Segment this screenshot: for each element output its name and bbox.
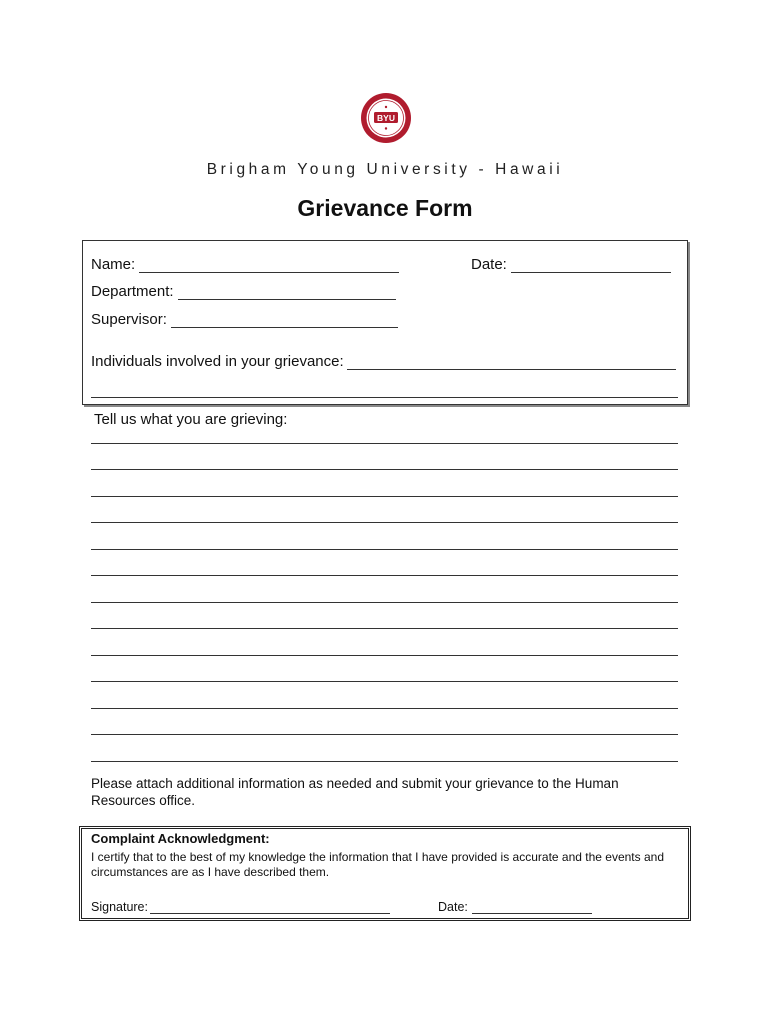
department-field[interactable] (178, 299, 396, 300)
signature-field[interactable] (150, 913, 390, 914)
supervisor-label: Supervisor: (91, 311, 167, 328)
grievance-line[interactable] (91, 628, 678, 629)
submission-note: Please attach additional information as needed and submit your grievance to the Human Resources office. (91, 776, 619, 808)
grievance-line[interactable] (91, 443, 678, 444)
university-name: Brigham Young University - Hawaii (206, 161, 564, 178)
individuals-field[interactable] (347, 369, 676, 370)
individuals-label: Individuals involved in your grievance: (91, 353, 344, 370)
signature-label: Signature: (91, 900, 148, 914)
grievance-line[interactable] (91, 549, 678, 550)
name-field[interactable] (139, 272, 399, 273)
grievance-line[interactable] (91, 655, 678, 656)
acknowledgment-title: Complaint Acknowledgment: (91, 831, 270, 846)
grievance-line[interactable] (91, 602, 678, 603)
grievance-line[interactable] (91, 575, 678, 576)
grievance-line[interactable] (91, 496, 678, 497)
grievance-line[interactable] (91, 469, 678, 470)
grievance-line[interactable] (91, 734, 678, 735)
grievance-line[interactable] (91, 522, 678, 523)
ack-date-label: Date: (438, 900, 468, 914)
date-label: Date: (471, 256, 507, 273)
date-field[interactable] (511, 272, 671, 273)
logo-text: BYU (377, 113, 395, 123)
grievance-line[interactable] (91, 708, 678, 709)
grievance-line[interactable] (91, 681, 678, 682)
individuals-field-line-2[interactable] (91, 397, 678, 398)
page-title: Grievance Form (297, 195, 473, 221)
department-label: Department: (91, 283, 174, 300)
name-label: Name: (91, 256, 136, 273)
info-box (82, 240, 688, 405)
supervisor-field[interactable] (171, 327, 398, 328)
acknowledgment-text: I certify that to the best of my knowledge the information that I have provided is accurate and the events and circumstances are as I have described them. (91, 850, 664, 879)
byu-seal-logo (360, 92, 412, 144)
grieving-label: Tell us what you are grieving: (94, 411, 288, 428)
ack-date-field[interactable] (472, 913, 592, 914)
grievance-line[interactable] (91, 761, 678, 762)
